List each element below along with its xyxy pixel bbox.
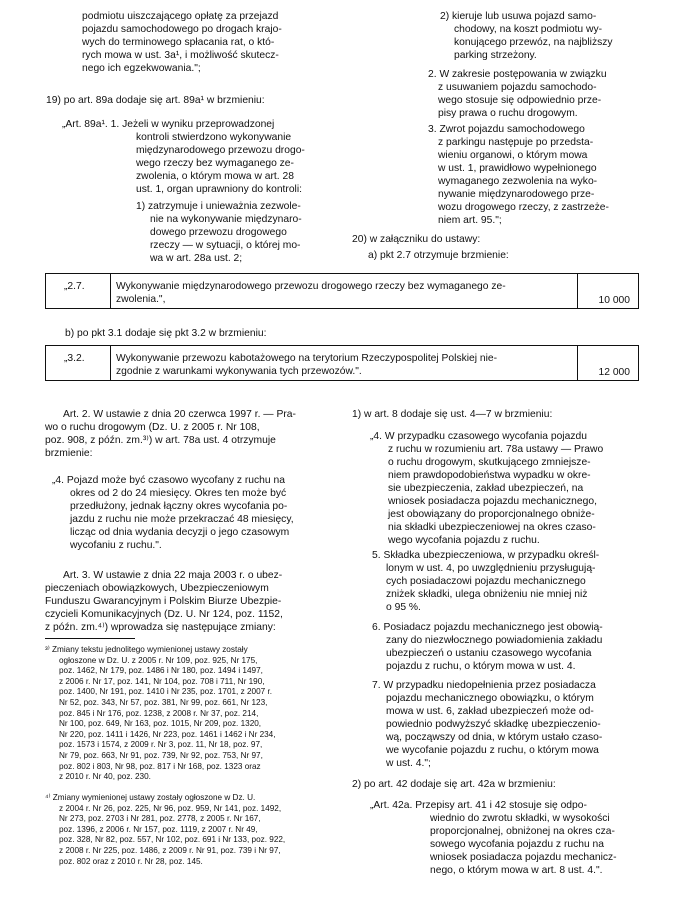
text-line: Wykonywanie międzynarodowego przewozu drogowego rzeczy bez wymaganego ze-: [116, 281, 506, 292]
text-line: powiednio podwyższyć składkę ubezpieczenio-: [386, 719, 601, 730]
text-line: w ust. 4.";: [386, 758, 431, 769]
table-divider: [110, 345, 111, 380]
text-line: cych posiadaczowi pojazdu mechanicznego: [386, 576, 586, 587]
continuation-paragraph: [82, 10, 334, 75]
text-line: niem art. 95.";: [438, 215, 502, 226]
text-line: wymaganego zezwolenia na wyko-: [438, 176, 598, 187]
text-line: pojazdu mechanicznego obowiązku, o którym: [386, 693, 594, 704]
text-line: ogłoszone w Dz. U. z 2005 r. Nr 109, poz. 925, Nr 175,: [59, 655, 258, 665]
text-line: sie ubezpieczenia, zakład ubezpieczeń, na: [388, 483, 584, 494]
text-line: jazdu z ruchu nie może przekraczać 48 miesięcy,: [70, 514, 294, 525]
text-line: zgodnie z warunkami wykonywania tych przewozów.".: [116, 366, 362, 377]
text-line: „Art. 42a. Przepisy art. 41 i 42 stosuje się odpo-: [370, 800, 587, 811]
text-line: z 2006 r. Nr 17, poz. 141, Nr 104, poz. 708 i 711, Nr 190,: [59, 676, 265, 686]
text-line: niem prawdopodobieństwa wypadku w okre-: [388, 470, 591, 481]
text-line: ⁴⁾ Zmiany wymienionej ustawy zostały ogłoszone w Dz. U.: [45, 793, 256, 802]
text-line: poz. 1573 i 1574, z 2009 r. Nr 3, poz. 11, Nr 18, poz. 97,: [59, 740, 263, 750]
text-line: pojazdu samochodowego po drogach krajo-: [82, 24, 282, 35]
text-line: poz. 1396, z 2006 r. Nr 157, poz. 1119, z 2007 r. Nr 49,: [59, 824, 258, 834]
text-line: z ruchu w rozumieniu art. 78a ustawy — Prawo: [388, 444, 604, 455]
table-2-7-number: „2.7.: [64, 281, 85, 292]
text-line: wego stosuje się odpowiednio prze-: [438, 95, 602, 106]
text-line: poz. 908, z późn. zm.³⁾) w art. 78a ust. 4 otrzymuje: [45, 435, 276, 446]
text-line: rzeczy — w sytuacji, o której mo-: [150, 240, 301, 251]
text-line: 7. W przypadku niedopełnienia przez posiadacza: [372, 680, 596, 691]
table-2-7-amount: 10 000: [598, 295, 630, 306]
art-2-quote-ust-4: [52, 474, 334, 552]
text-line: pojazdu z ruchu, o którym mowa w ust. 4.: [386, 661, 576, 672]
text-line: ust. 1, organ uprawniony do kontroli:: [136, 184, 302, 195]
text-line: zniżek składki, ulega obniżeniu nie mniej niż: [386, 589, 588, 600]
text-line: wa w art. 28a ust. 2;: [150, 253, 243, 264]
text-line: Nr 220, poz. 1411 i 1426, Nr 223, poz. 1461 i 1462 i Nr 234,: [59, 729, 276, 739]
ust-3: [428, 123, 638, 227]
text-line: nego ich egzekwowania.";: [82, 63, 201, 74]
text-line: nywanie międzynarodowego prze-: [438, 189, 595, 200]
art-42a: [370, 799, 638, 877]
table-divider: [110, 273, 111, 308]
text-line: zwolenia, o którym mowa w art. 28: [136, 171, 294, 182]
text-line: wego rzeczy bez wymaganego ze-: [136, 158, 294, 169]
text-line: nego, o którym mowa w art. 8 ust. 4.".: [430, 865, 603, 876]
text-line: „4. W przypadku czasowego wycofania pojazdu: [370, 431, 587, 442]
text-line: proporcjonalnej, obniżonej na okres cza-: [430, 826, 615, 837]
text-line: poz. 1462, Nr 179, poz. 1486 i Nr 180, poz. 1494 i 1497,: [59, 666, 263, 676]
text-line: zwolenia.",: [116, 294, 166, 305]
text-line: nia składki ubezpieczeniowej na okres czaso-: [388, 522, 596, 533]
text-line: pieczeniach obowiązkowych, Ubezpieczeniowym: [45, 583, 269, 594]
text-line: poz. 802 oraz z 2010 r. Nr 28, poz. 145.: [59, 856, 203, 866]
table-2-7-description: [116, 280, 574, 306]
text-line: jest obowiązany do proporcjonalnego obniże-: [388, 509, 595, 520]
text-line: Nr 100, poz. 649, Nr 163, poz. 1015, Nr 209, poz. 1320,: [59, 719, 262, 729]
text-line: wo o ruchu drogowym (Dz. U. z 2005 r. Nr 108,: [45, 422, 260, 433]
item-20: 20) w załączniku do ustawy:: [352, 234, 481, 245]
text-line: wniosek posiadacza pojazdu mechanicznego,: [388, 496, 597, 507]
text-line: Funduszu Gwarancyjnym i Polskim Biurze Ubezpie-: [45, 596, 282, 607]
text-line: dowego przewozu drogowego: [150, 227, 287, 238]
text-line: „4. Pojazd może być czasowo wycofany z ruchu na: [52, 475, 285, 486]
text-line: z późn. zm.⁴⁾) wprowadza się następujące zmiany:: [45, 622, 276, 633]
point-2: [440, 10, 638, 62]
footnote-3: [45, 645, 335, 783]
text-line: wieniu organowi, o którym mowa: [438, 150, 588, 161]
text-line: Nr 273, poz. 2703 i Nr 281, poz. 2778, z 2005 r. Nr 167,: [59, 814, 261, 824]
table-divider: [577, 345, 578, 380]
text-line: 5. Składka ubezpieczeniowa, w przypadku określ-: [372, 550, 600, 561]
text-line: z parkingu następuje po przedsta-: [438, 137, 594, 148]
text-line: o ruchu drogowym, skutkującego zmniejsze-: [388, 457, 591, 468]
text-line: brzmienie:: [45, 448, 93, 459]
text-line: podmiotu uiszczającego opłatę za przejazd: [82, 11, 279, 22]
art-8-ust-4: [370, 430, 638, 547]
text-line: 2. W zakresie postępowania w związku: [428, 69, 607, 80]
text-line: mowa w ust. 6, zakład ubezpieczeń może od-: [386, 706, 594, 717]
text-line: sowego wycofania pojazdu z ruchu na: [430, 839, 605, 850]
item-20a: a) pkt 2.7 otrzymuje brzmienie:: [368, 250, 509, 261]
footnote-separator: [45, 638, 135, 639]
text-line: 6. Posiadacz pojazdu mechanicznego jest obowią-: [372, 622, 603, 633]
text-line: wniosek posiadacza pojazdu mechanicz-: [430, 852, 617, 863]
text-line: 3. Zwrot pojazdu samochodowego: [428, 124, 585, 135]
text-line: wą, począwszy od dnia, w którym ustało czaso-: [386, 732, 603, 743]
art-8-ust-5: [372, 549, 638, 614]
text-line: z 2010 r. Nr 40, poz. 230.: [59, 772, 151, 782]
text-line: Nr 79, poz. 663, Nr 91, poz. 739, Nr 92, poz. 753, Nr 97,: [59, 750, 263, 760]
text-line: wego wycofania pojazdu z ruchu.: [388, 535, 540, 546]
art-8-ust-7: [372, 679, 638, 770]
text-line: ³⁾ Zmiany tekstu jednolitego wymienionej ustawy zostały: [45, 645, 248, 654]
text-line: z usuwaniem pojazdu samochodo-: [438, 82, 597, 93]
text-line: nie na wykonywanie międzynaro-: [150, 214, 302, 225]
text-line: czycieli Komunikacyjnych (Dz. U. Nr 124, poz. 1152,: [45, 609, 283, 620]
text-line: licząc od dnia wydania decyzji o jego czasowym: [70, 527, 290, 538]
text-line: ubezpieczeń o ustaniu czasowego wycofania: [386, 648, 592, 659]
text-line: konującego przewóz, na najbliższy: [454, 37, 613, 48]
text-line: poz. 1400, Nr 191, poz. 1410 i Nr 235, poz. 1701, z 2007 r.: [59, 687, 273, 697]
text-line: Art. 3. W ustawie z dnia 22 maja 2003 r. o ubez-: [63, 570, 283, 581]
item-1: 1) w art. 8 dodaje się ust. 4—7 w brzmieniu:: [352, 409, 553, 420]
item-20b: b) po pkt 3.1 dodaje się pkt 3.2 w brzmieniu:: [65, 328, 267, 339]
item-2: 2) po art. 42 dodaje się art. 42a w brzmieniu:: [352, 779, 556, 790]
text-line: 1) zatrzymuje i unieważnia zezwole-: [136, 201, 301, 212]
text-line: Nr 52, poz. 343, Nr 57, poz. 381, Nr 99, poz. 661, Nr 123,: [59, 697, 268, 707]
table-divider: [577, 273, 578, 308]
art-2: [45, 408, 335, 460]
text-line: „Art. 89a¹. 1. Jeżeli w wyniku przeprowadzonej: [62, 119, 275, 130]
text-line: międzynarodowego przewozu drogo-: [136, 145, 305, 156]
text-line: wych do terminowego spłacania rat, o któ-: [82, 37, 275, 48]
text-line: Art. 2. W ustawie z dnia 20 czerwca 1997 r. — Pra-: [63, 409, 296, 420]
item-19: 19) po art. 89a dodaje się art. 89a¹ w brzmieniu:: [46, 95, 265, 106]
text-line: Wykonywanie przewozu kabotażowego na terytorium Rzeczypospolitej Polskiej nie-: [116, 353, 498, 364]
text-line: wozu drogowego rzeczy, z zastrzeże-: [438, 202, 609, 213]
text-line: zany do niezwłocznego powiadomienia zakładu: [386, 635, 603, 646]
point-1: [136, 200, 334, 265]
text-line: o 95 %.: [386, 602, 421, 613]
art-3: [45, 569, 335, 634]
text-line: z 2008 r. Nr 225, poz. 1486, z 2009 r. Nr 91, poz. 739 i Nr 97,: [59, 845, 281, 855]
text-line: 2) kieruje lub usuwa pojazd samo-: [440, 11, 597, 22]
table-3-2-description: [116, 352, 574, 378]
art-8-ust-6: [372, 621, 638, 673]
text-line: poz. 802 i 803, Nr 98, poz. 817 i Nr 168, poz. 1323 oraz: [59, 761, 261, 771]
text-line: lonym w ust. 4, po uwzględnieniu przysługują-: [386, 563, 596, 574]
text-line: pisy prawa o ruchu drogowym.: [438, 108, 578, 119]
text-line: okres od 2 do 24 miesięcy. Okres ten może być: [70, 488, 287, 499]
text-line: chodowy, na koszt podmiotu wy-: [454, 24, 603, 35]
text-line: z 2004 r. Nr 26, poz. 225, Nr 96, poz. 959, Nr 141, poz. 1492,: [59, 803, 282, 813]
text-line: poz. 328, Nr 82, poz. 557, Nr 102, poz. 691 i Nr 133, poz. 922,: [59, 835, 286, 845]
text-line: rych mowa w ust. 3a¹, i możliwość skutecz-: [82, 50, 279, 61]
text-line: parking strzeżony.: [454, 50, 537, 61]
art-89a1-intro: [62, 118, 334, 196]
text-line: kontroli stwierdzono wykonywanie: [136, 132, 292, 143]
ust-2: [428, 68, 638, 120]
text-line: przedłużony, jednak łączny okres wycofania po-: [70, 501, 288, 512]
table-3-2-amount: 12 000: [598, 367, 630, 378]
text-line: wycofaniu z ruchu.".: [70, 540, 162, 551]
footnote-4: [45, 793, 335, 867]
table-3-2-number: „3.2.: [64, 353, 85, 364]
text-line: we wycofanie pojazdu z ruchu, o którym mowa: [386, 745, 599, 756]
text-line: poz. 845 i Nr 176, poz. 1238, z 2008 r. Nr 37, poz. 214,: [59, 708, 259, 718]
text-line: wiednio do zwrotu składki, w wysokości: [430, 813, 610, 824]
text-line: w ust. 1, prawidłowo wypełnionego: [438, 163, 597, 174]
